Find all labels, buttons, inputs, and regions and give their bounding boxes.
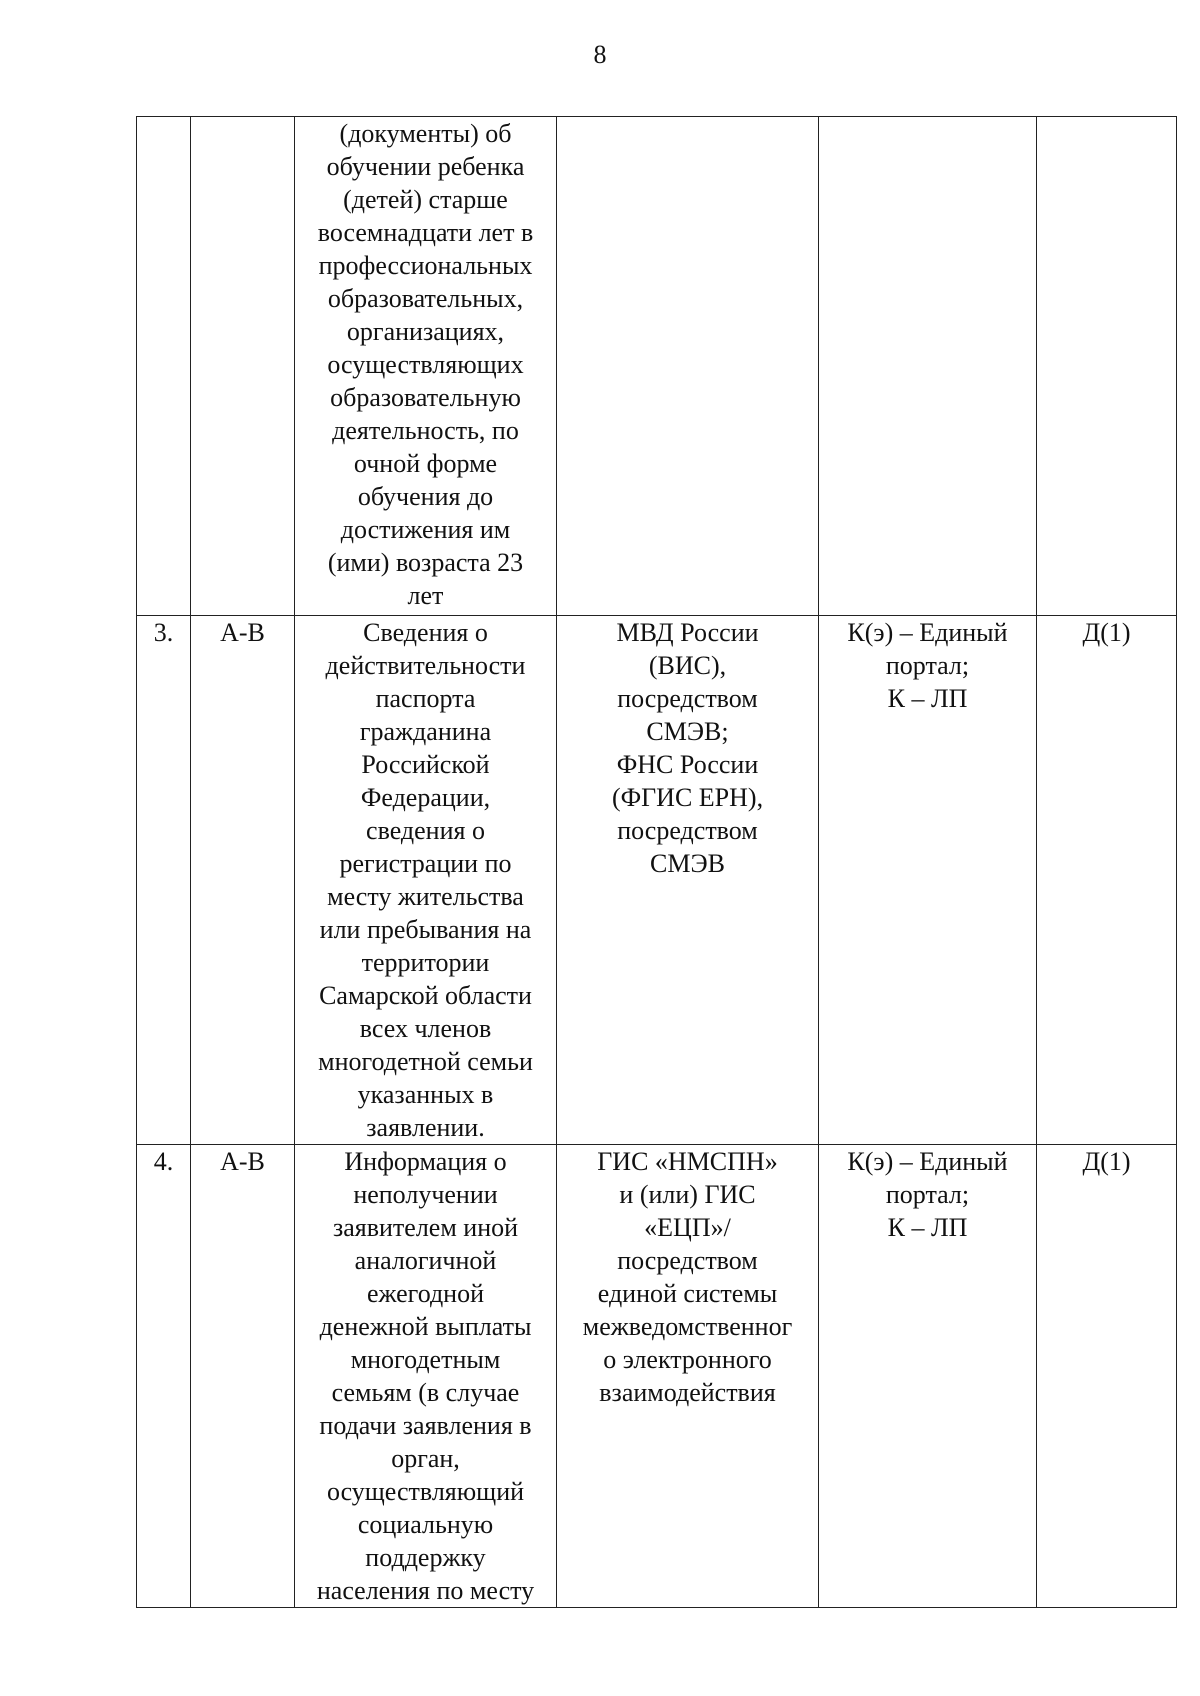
table-row	[137, 117, 1177, 616]
cell-line: населения по месту	[316, 1576, 535, 1605]
cell-line: К(э) – Единый	[847, 1147, 1008, 1176]
cell-line: ФНС России	[616, 750, 759, 779]
cell-line: действительности	[325, 651, 526, 680]
cell-line: посредством	[617, 1246, 758, 1275]
channel-cell	[819, 1145, 1037, 1608]
row-number-cell	[137, 117, 191, 616]
description-cell	[295, 117, 557, 616]
cell-line: СМЭВ	[650, 849, 725, 878]
cell-line: гражданина	[359, 717, 492, 746]
row-code-cell: А-В	[191, 1145, 295, 1608]
cell-line: подачи заявления в	[319, 1411, 532, 1440]
cell-line: осуществляющий	[326, 1477, 525, 1506]
source-cell	[557, 117, 819, 616]
cell-line: аналогичной	[354, 1246, 497, 1275]
cell-line: портал;	[885, 651, 970, 680]
cell-line: К – ЛП	[887, 684, 968, 713]
table-row	[137, 616, 1177, 1145]
cell-line: Федерации,	[360, 783, 491, 812]
cell-line: паспорта	[375, 684, 476, 713]
cell-line: всех членов	[359, 1014, 492, 1043]
row-code-cell: А-В	[191, 616, 295, 1145]
cell-line: лет	[407, 581, 444, 610]
cell-line: профессиональных	[318, 251, 533, 280]
source-cell	[557, 616, 819, 1145]
cell-line: организациях,	[346, 317, 505, 346]
cell-line: осуществляющих	[327, 350, 524, 379]
row-code-cell	[191, 117, 295, 616]
cell-line: взаимодействия	[599, 1378, 776, 1407]
cell-line: заявлении.	[366, 1113, 485, 1142]
cell-line: посредством	[617, 684, 758, 713]
description-cell	[295, 1145, 557, 1608]
cell-line: сведения о	[366, 816, 485, 845]
cell-line: обучения до	[357, 482, 494, 511]
cell-line: посредством	[617, 816, 758, 845]
cell-line: о электронного	[603, 1345, 772, 1374]
cell-line: (ВИС),	[648, 651, 727, 680]
cell-line: ГИС «НМСПН»	[597, 1147, 778, 1176]
cell-line: обучении ребенка	[326, 152, 525, 181]
cell-line: указанных в	[357, 1080, 494, 1109]
cell-line: ежегодной	[366, 1279, 485, 1308]
cell-line: неполучении	[353, 1180, 498, 1209]
cell-line: многодетной семьи	[318, 1047, 533, 1076]
cell-line: и (или) ГИС	[619, 1180, 756, 1209]
row-number-cell: 4.	[137, 1145, 191, 1608]
cell-line: поддержку	[365, 1543, 486, 1572]
cell-line: (ФГИС ЕРН),	[611, 783, 764, 812]
description-cell	[295, 616, 557, 1145]
cell-line: территории	[361, 948, 490, 977]
cell-line: регистрации по	[339, 849, 512, 878]
cell-line: деятельность, по	[332, 416, 519, 445]
channel-cell	[819, 117, 1037, 616]
cell-line: восемнадцати лет в	[317, 218, 534, 247]
cell-line: Информация о	[344, 1147, 507, 1176]
cell-line: заявителем иной	[332, 1213, 519, 1242]
channel-cell	[819, 616, 1037, 1145]
cell-line: МВД России	[616, 618, 759, 647]
source-cell	[557, 1145, 819, 1608]
cell-line: К – ЛП	[887, 1213, 968, 1242]
cell-line: многодетным	[350, 1345, 501, 1374]
cell-line: очной форме	[353, 449, 498, 478]
cell-line: орган,	[391, 1444, 460, 1473]
cell-line: К(э) – Единый	[847, 618, 1008, 647]
cell-line: социальную	[357, 1510, 494, 1539]
page-number: 8	[593, 40, 607, 69]
cell-line: денежной выплаты	[319, 1312, 532, 1341]
document-code-cell	[1037, 117, 1177, 616]
cell-line: образовательных,	[327, 284, 524, 313]
cell-line: портал;	[885, 1180, 970, 1209]
document-code-cell: Д(1)	[1037, 616, 1177, 1145]
cell-line: Сведения о	[363, 618, 488, 647]
cell-line: Российской	[361, 750, 490, 779]
cell-line: или пребывания на	[319, 915, 532, 944]
cell-line: семьям (в случае	[331, 1378, 520, 1407]
cell-line: Самарской области	[319, 981, 532, 1010]
cell-line: единой системы	[597, 1279, 778, 1308]
cell-line: «ЕЦП»/	[644, 1213, 731, 1242]
document-code-cell: Д(1)	[1037, 1145, 1177, 1608]
cell-line: (ими) возраста 23	[327, 548, 524, 577]
row-number-cell: 3.	[137, 616, 191, 1145]
requirements-table	[136, 116, 1177, 1608]
cell-line: месту жительства	[327, 882, 524, 911]
cell-line: достижения им	[340, 515, 511, 544]
cell-line: (документы) об	[339, 119, 512, 148]
cell-line: (детей) старше	[343, 185, 508, 214]
table-row	[137, 1145, 1177, 1608]
cell-line: образовательную	[330, 383, 521, 412]
cell-line: межведомственног	[582, 1312, 793, 1341]
cell-line: СМЭВ;	[646, 717, 729, 746]
